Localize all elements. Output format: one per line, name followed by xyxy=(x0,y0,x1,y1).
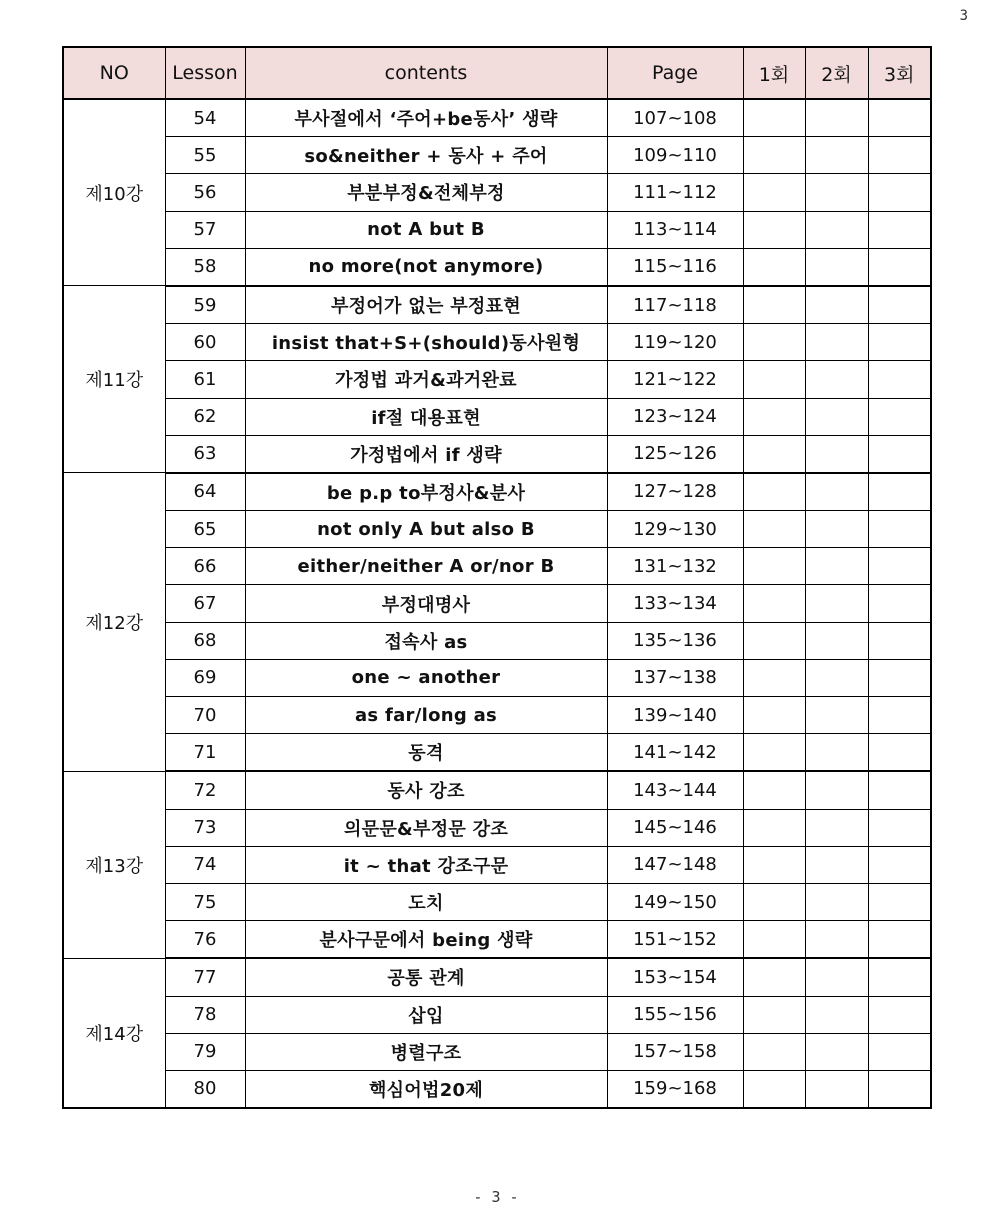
check-cell-round-3[interactable] xyxy=(868,846,931,883)
check-cell-round-3[interactable] xyxy=(868,996,931,1033)
unit-cell: 제10강 xyxy=(63,99,165,286)
table-row xyxy=(63,996,931,1033)
check-cell-round-2[interactable] xyxy=(805,585,868,622)
check-cell-round-1[interactable] xyxy=(743,697,805,734)
page-range-cell: 133~134 xyxy=(607,585,743,622)
check-cell-round-1[interactable] xyxy=(743,1033,805,1070)
lesson-number-cell: 79 xyxy=(165,1033,245,1070)
lesson-number-cell: 67 xyxy=(165,585,245,622)
table-row xyxy=(63,398,931,435)
check-cell-round-1[interactable] xyxy=(743,174,805,211)
check-cell-round-2[interactable] xyxy=(805,659,868,696)
contents-cell: 부사절에서 ‘주어+be동사’ 생략 xyxy=(245,99,607,137)
check-cell-round-2[interactable] xyxy=(805,809,868,846)
check-cell-round-2[interactable] xyxy=(805,99,868,137)
contents-cell: insist that+S+(should)동사원형 xyxy=(245,324,607,361)
header-round-3: 3회 xyxy=(868,47,931,99)
check-cell-round-2[interactable] xyxy=(805,921,868,959)
page-range-cell: 117~118 xyxy=(607,286,743,324)
page-range-cell: 109~110 xyxy=(607,137,743,174)
contents-cell: not only A but also B xyxy=(245,511,607,548)
lesson-number-cell: 54 xyxy=(165,99,245,137)
table-row xyxy=(63,286,931,324)
lesson-table xyxy=(62,46,932,1109)
page-range-cell: 141~142 xyxy=(607,734,743,772)
contents-cell: 분사구문에서 being 생략 xyxy=(245,921,607,959)
lesson-number-cell: 69 xyxy=(165,659,245,696)
lesson-number-cell: 75 xyxy=(165,883,245,920)
page-range-cell: 145~146 xyxy=(607,809,743,846)
check-cell-round-1[interactable] xyxy=(743,1070,805,1108)
check-cell-round-1[interactable] xyxy=(743,435,805,473)
check-cell-round-2[interactable] xyxy=(805,511,868,548)
unit-cell: 제14강 xyxy=(63,958,165,1108)
page-range-cell: 129~130 xyxy=(607,511,743,548)
table-row xyxy=(63,846,931,883)
check-cell-round-1[interactable] xyxy=(743,734,805,772)
header-contents: contents xyxy=(245,47,607,99)
check-cell-round-1[interactable] xyxy=(743,996,805,1033)
header-row xyxy=(63,47,931,99)
check-cell-round-1[interactable] xyxy=(743,771,805,809)
check-cell-round-2[interactable] xyxy=(805,1033,868,1070)
check-cell-round-1[interactable] xyxy=(743,398,805,435)
check-cell-round-3[interactable] xyxy=(868,883,931,920)
check-cell-round-2[interactable] xyxy=(805,398,868,435)
page-range-cell: 111~112 xyxy=(607,174,743,211)
check-cell-round-1[interactable] xyxy=(743,248,805,286)
check-cell-round-2[interactable] xyxy=(805,771,868,809)
check-cell-round-2[interactable] xyxy=(805,1070,868,1108)
check-cell-round-2[interactable] xyxy=(805,697,868,734)
check-cell-round-1[interactable] xyxy=(743,99,805,137)
check-cell-round-3[interactable] xyxy=(868,809,931,846)
contents-cell: 동사 강조 xyxy=(245,771,607,809)
check-cell-round-1[interactable] xyxy=(743,361,805,398)
check-cell-round-3[interactable] xyxy=(868,511,931,548)
page-range-cell: 159~168 xyxy=(607,1070,743,1108)
check-cell-round-1[interactable] xyxy=(743,622,805,659)
check-cell-round-3[interactable] xyxy=(868,585,931,622)
check-cell-round-2[interactable] xyxy=(805,996,868,1033)
check-cell-round-1[interactable] xyxy=(743,921,805,959)
check-cell-round-3[interactable] xyxy=(868,921,931,959)
header-lesson: Lesson xyxy=(165,47,245,99)
lesson-number-cell: 62 xyxy=(165,398,245,435)
check-cell-round-3[interactable] xyxy=(868,286,931,324)
check-cell-round-3[interactable] xyxy=(868,622,931,659)
lesson-number-cell: 72 xyxy=(165,771,245,809)
lesson-number-cell: 77 xyxy=(165,958,245,996)
check-cell-round-1[interactable] xyxy=(743,286,805,324)
page-range-cell: 121~122 xyxy=(607,361,743,398)
contents-cell: so&neither + 동사 + 주어 xyxy=(245,137,607,174)
contents-cell: as far/long as xyxy=(245,697,607,734)
unit-cell: 제13강 xyxy=(63,771,165,958)
page-range-cell: 127~128 xyxy=(607,473,743,511)
lesson-number-cell: 68 xyxy=(165,622,245,659)
lesson-number-cell: 65 xyxy=(165,511,245,548)
page-range-cell: 119~120 xyxy=(607,324,743,361)
table-row xyxy=(63,473,931,511)
check-cell-round-2[interactable] xyxy=(805,846,868,883)
lesson-number-cell: 78 xyxy=(165,996,245,1033)
check-cell-round-3[interactable] xyxy=(868,324,931,361)
contents-cell: 도치 xyxy=(245,883,607,920)
lesson-number-cell: 57 xyxy=(165,211,245,248)
page-range-cell: 137~138 xyxy=(607,659,743,696)
table-row xyxy=(63,809,931,846)
lesson-number-cell: 55 xyxy=(165,137,245,174)
unit-cell: 제12강 xyxy=(63,473,165,772)
table-row xyxy=(63,883,931,920)
page-range-cell: 143~144 xyxy=(607,771,743,809)
lesson-number-cell: 58 xyxy=(165,248,245,286)
contents-cell: either/neither A or/nor B xyxy=(245,548,607,585)
contents-cell: be p.p to부정사&분사 xyxy=(245,473,607,511)
lesson-number-cell: 76 xyxy=(165,921,245,959)
page-range-cell: 139~140 xyxy=(607,697,743,734)
table-row xyxy=(63,99,931,137)
check-cell-round-1[interactable] xyxy=(743,809,805,846)
check-cell-round-1[interactable] xyxy=(743,211,805,248)
check-cell-round-2[interactable] xyxy=(805,361,868,398)
check-cell-round-3[interactable] xyxy=(868,548,931,585)
table-row xyxy=(63,585,931,622)
table-row xyxy=(63,248,931,286)
contents-cell: 부정대명사 xyxy=(245,585,607,622)
check-cell-round-3[interactable] xyxy=(868,398,931,435)
check-cell-round-1[interactable] xyxy=(743,137,805,174)
check-cell-round-3[interactable] xyxy=(868,734,931,772)
page-range-cell: 115~116 xyxy=(607,248,743,286)
table-row xyxy=(63,1033,931,1070)
page-range-cell: 147~148 xyxy=(607,846,743,883)
check-cell-round-2[interactable] xyxy=(805,174,868,211)
table-row xyxy=(63,435,931,473)
check-cell-round-2[interactable] xyxy=(805,211,868,248)
page-range-cell: 151~152 xyxy=(607,921,743,959)
contents-cell: 의문문&부정문 강조 xyxy=(245,809,607,846)
check-cell-round-2[interactable] xyxy=(805,958,868,996)
lesson-number-cell: 61 xyxy=(165,361,245,398)
lesson-number-cell: 80 xyxy=(165,1070,245,1108)
table-row xyxy=(63,548,931,585)
table-row xyxy=(63,958,931,996)
lesson-number-cell: 56 xyxy=(165,174,245,211)
contents-cell: not A but B xyxy=(245,211,607,248)
check-cell-round-2[interactable] xyxy=(805,622,868,659)
page-range-cell: 135~136 xyxy=(607,622,743,659)
lesson-number-cell: 71 xyxy=(165,734,245,772)
contents-cell: it ~ that 강조구문 xyxy=(245,846,607,883)
contents-cell: if절 대용표현 xyxy=(245,398,607,435)
lesson-number-cell: 74 xyxy=(165,846,245,883)
contents-cell: no more(not anymore) xyxy=(245,248,607,286)
check-cell-round-1[interactable] xyxy=(743,324,805,361)
check-cell-round-3[interactable] xyxy=(868,1070,931,1108)
check-cell-round-1[interactable] xyxy=(743,473,805,511)
lesson-number-cell: 60 xyxy=(165,324,245,361)
table-row xyxy=(63,324,931,361)
check-cell-round-1[interactable] xyxy=(743,548,805,585)
page-range-cell: 155~156 xyxy=(607,996,743,1033)
table-row xyxy=(63,137,931,174)
table-row xyxy=(63,622,931,659)
page-range-cell: 123~124 xyxy=(607,398,743,435)
check-cell-round-3[interactable] xyxy=(868,1033,931,1070)
check-cell-round-2[interactable] xyxy=(805,473,868,511)
check-cell-round-3[interactable] xyxy=(868,473,931,511)
check-cell-round-1[interactable] xyxy=(743,958,805,996)
table-row xyxy=(63,511,931,548)
check-cell-round-1[interactable] xyxy=(743,585,805,622)
check-cell-round-3[interactable] xyxy=(868,771,931,809)
lesson-number-cell: 70 xyxy=(165,697,245,734)
contents-cell: 핵심어법20제 xyxy=(245,1070,607,1108)
check-cell-round-2[interactable] xyxy=(805,137,868,174)
page-range-cell: 113~114 xyxy=(607,211,743,248)
check-cell-round-2[interactable] xyxy=(805,734,868,772)
table-row xyxy=(63,771,931,809)
check-cell-round-3[interactable] xyxy=(868,99,931,137)
lesson-number-cell: 73 xyxy=(165,809,245,846)
check-cell-round-3[interactable] xyxy=(868,361,931,398)
header-no: NO xyxy=(63,47,165,99)
header-round-1: 1회 xyxy=(743,47,805,99)
check-cell-round-3[interactable] xyxy=(868,958,931,996)
check-cell-round-1[interactable] xyxy=(743,846,805,883)
lesson-number-cell: 64 xyxy=(165,473,245,511)
unit-cell: 제11강 xyxy=(63,286,165,473)
page-range-cell: 125~126 xyxy=(607,435,743,473)
check-cell-round-2[interactable] xyxy=(805,883,868,920)
contents-cell: 부분부정&전체부정 xyxy=(245,174,607,211)
table-row xyxy=(63,174,931,211)
contents-cell: 병렬구조 xyxy=(245,1033,607,1070)
check-cell-round-3[interactable] xyxy=(868,248,931,286)
check-cell-round-1[interactable] xyxy=(743,883,805,920)
check-cell-round-3[interactable] xyxy=(868,697,931,734)
check-cell-round-2[interactable] xyxy=(805,435,868,473)
contents-cell: 부정어가 없는 부정표현 xyxy=(245,286,607,324)
table-row xyxy=(63,921,931,959)
table-row xyxy=(63,361,931,398)
contents-cell: 접속사 as xyxy=(245,622,607,659)
corner-page-number: 3 xyxy=(959,8,968,24)
page-range-cell: 131~132 xyxy=(607,548,743,585)
table-row xyxy=(63,1070,931,1108)
page-range-cell: 149~150 xyxy=(607,883,743,920)
contents-cell: 가정법 과거&과거완료 xyxy=(245,361,607,398)
check-cell-round-2[interactable] xyxy=(805,548,868,585)
lesson-number-cell: 63 xyxy=(165,435,245,473)
contents-cell: 가정법에서 if 생략 xyxy=(245,435,607,473)
header-round-2: 2회 xyxy=(805,47,868,99)
contents-cell: 동격 xyxy=(245,734,607,772)
check-cell-round-3[interactable] xyxy=(868,659,931,696)
page-range-cell: 153~154 xyxy=(607,958,743,996)
check-cell-round-1[interactable] xyxy=(743,511,805,548)
check-cell-round-2[interactable] xyxy=(805,286,868,324)
lesson-number-cell: 66 xyxy=(165,548,245,585)
page-range-cell: 107~108 xyxy=(607,99,743,137)
page-range-cell: 157~158 xyxy=(607,1033,743,1070)
check-cell-round-3[interactable] xyxy=(868,174,931,211)
contents-cell: 공통 관계 xyxy=(245,958,607,996)
check-cell-round-3[interactable] xyxy=(868,435,931,473)
table-row xyxy=(63,659,931,696)
check-cell-round-3[interactable] xyxy=(868,137,931,174)
page-footer: - 3 - xyxy=(473,1188,519,1206)
lesson-number-cell: 59 xyxy=(165,286,245,324)
table-row xyxy=(63,211,931,248)
header-page: Page xyxy=(607,47,743,99)
table-row xyxy=(63,697,931,734)
table-row xyxy=(63,734,931,772)
table-body xyxy=(63,99,931,1108)
contents-cell: one ~ another xyxy=(245,659,607,696)
check-cell-round-2[interactable] xyxy=(805,248,868,286)
check-cell-round-1[interactable] xyxy=(743,659,805,696)
contents-cell: 삽입 xyxy=(245,996,607,1033)
check-cell-round-2[interactable] xyxy=(805,324,868,361)
check-cell-round-3[interactable] xyxy=(868,211,931,248)
